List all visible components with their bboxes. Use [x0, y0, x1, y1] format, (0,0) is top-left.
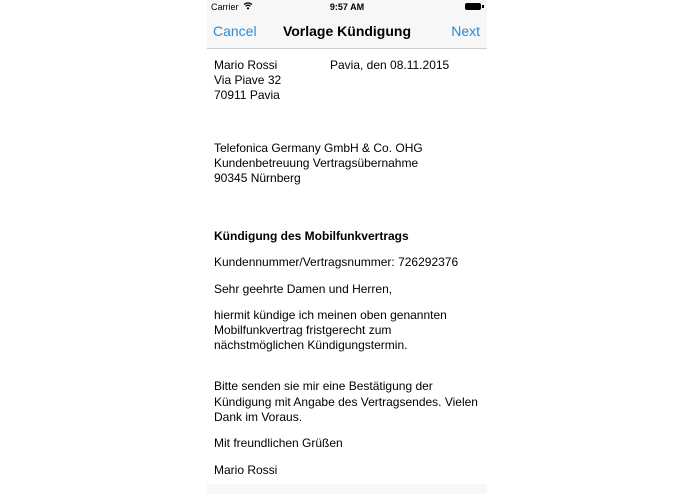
body-line: nächstmöglichen Kündigungstermin.	[214, 338, 408, 352]
body-line: Bitte senden sie mir eine Bestätigung der	[214, 379, 433, 393]
next-button[interactable]: Next	[451, 23, 480, 39]
letter-date: Pavia, den 08.11.2015	[330, 58, 450, 72]
sender-city: 70911 Pavia	[214, 88, 280, 102]
status-time: 9:57 AM	[329, 2, 365, 12]
closing: Mit freundlichen Grüßen	[214, 436, 343, 450]
cancel-button[interactable]: Cancel	[213, 23, 257, 39]
letter-content	[207, 48, 487, 494]
recipient-city: 90345 Nürnberg	[214, 171, 301, 185]
body-line: Dank im Voraus.	[214, 410, 303, 424]
sender-street: Via Piave 32	[214, 73, 282, 87]
carrier-label: Carrier	[211, 2, 239, 12]
phone-screen	[207, 0, 487, 494]
bottom-toolbar	[207, 484, 487, 494]
body-line: hiermit kündige ich meinen oben genannten	[214, 308, 447, 322]
navigation-bar	[207, 15, 487, 49]
sender-name: Mario Rossi	[214, 58, 278, 72]
customer-number: Kundennummer/Vertragsnummer: 726292376	[214, 255, 459, 269]
page-title: Vorlage Kündigung	[282, 23, 412, 39]
recipient-department: Kundenbetreuung Vertragsübernahme	[214, 156, 419, 170]
battery-icon	[465, 3, 481, 10]
recipient-company: Telefonica Germany GmbH & Co. OHG	[214, 141, 423, 155]
letter-subject: Kündigung des Mobilfunkvertrags	[214, 229, 409, 243]
body-line: Mobilfunkvertrag fristgerecht zum	[214, 323, 392, 337]
salutation: Sehr geehrte Damen und Herren,	[214, 282, 393, 296]
status-bar	[207, 0, 487, 15]
body-line: Kündigung mit Angabe des Vertragsendes. Vielen	[214, 395, 478, 409]
signature: Mario Rossi	[214, 463, 278, 477]
